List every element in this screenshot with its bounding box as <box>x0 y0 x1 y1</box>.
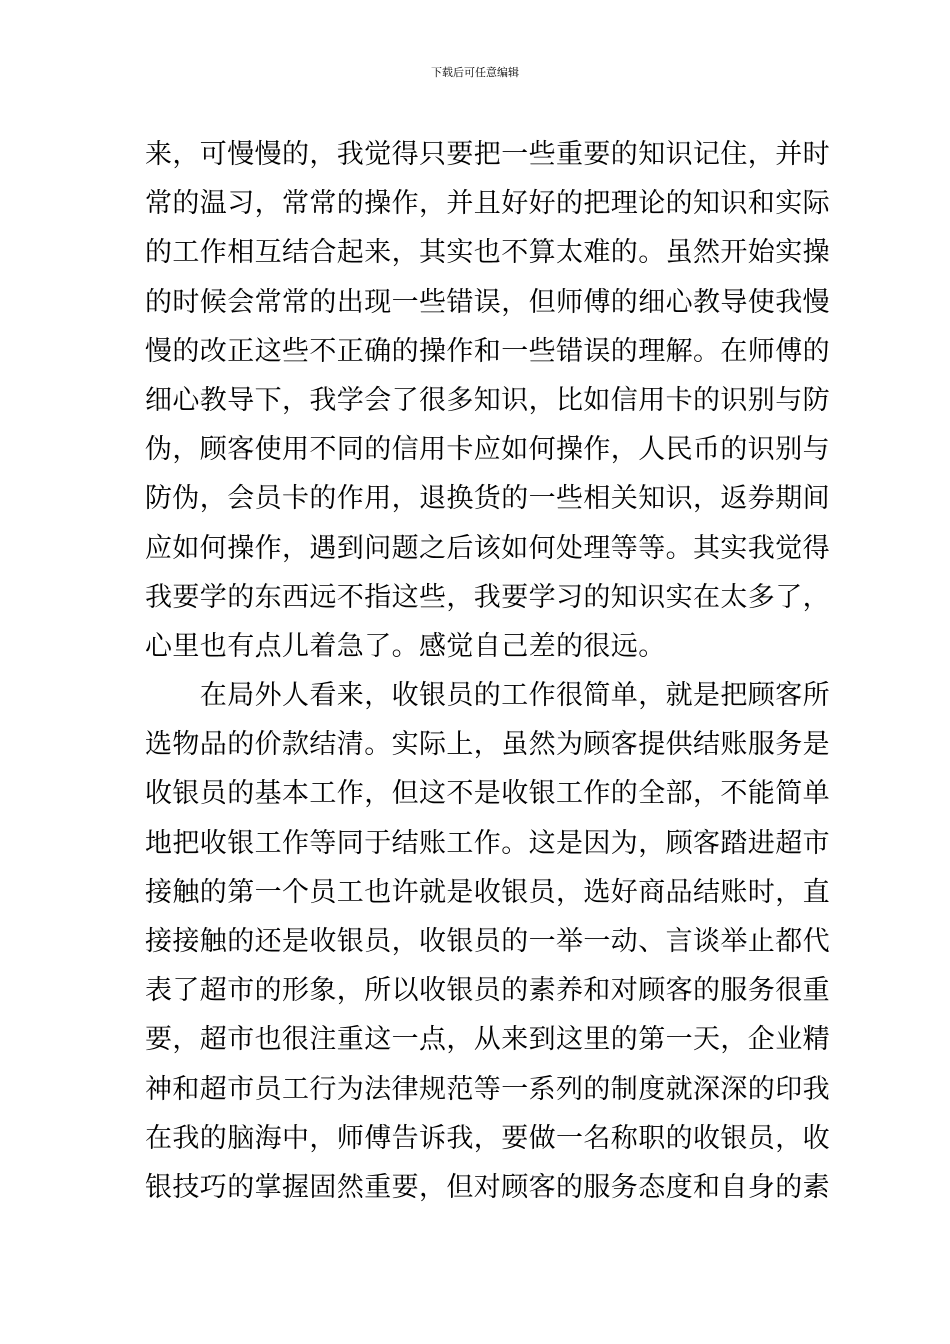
text-line: 的工作相互结合起来，其实也不算太难的。虽然开始实操 <box>145 237 830 269</box>
text-line: 伪，顾客使用不同的信用卡应如何操作，人民币的识别与 <box>145 434 830 466</box>
text-line: 慢的改正这些不正确的操作和一些错误的理解。在师傅的 <box>145 335 830 367</box>
text-line: 细心教导下，我学会了很多知识，比如信用卡的识别与防 <box>145 384 830 416</box>
text-line: 地把收银工作等同于结账工作。这是因为，顾客踏进超市 <box>145 827 830 859</box>
text-line: 接接触的还是收银员，收银员的一举一动、言谈举止都代 <box>145 926 830 957</box>
text-line: 收银员的基本工作，但这不是收银工作的全部，不能简单 <box>145 778 830 810</box>
text-line: 常的温习，常常的操作，并且好好的把理论的知识和实际 <box>145 188 830 220</box>
page-header: 下载后可任意编辑 <box>431 66 519 79</box>
text-line: 我要学的东西远不指这些，我要学习的知识实在太多了， <box>145 581 830 613</box>
text-line: 接触的第一个员工也许就是收银员，选好商品结账时，直 <box>145 876 830 908</box>
text-line: 心里也有点儿着急了。感觉自己差的很远。 <box>145 630 666 662</box>
text-line: 在我的脑海中，师傅告诉我，要做一名称职的收银员，收 <box>145 1122 830 1154</box>
text-line: 表了超市的形象，所以收银员的素养和对顾客的服务很重 <box>145 975 830 1007</box>
text-line: 的时候会常常的出现一些错误，但师傅的细心教导使我慢 <box>145 286 830 318</box>
text-line: 要，超市也很注重这一点，从来到这里的第一天，企业精 <box>145 1024 830 1056</box>
text-line: 选物品的价款结清。实际上，虽然为顾客提供结账服务是 <box>145 729 830 761</box>
text-line: 在局外人看来，收银员的工作很简单，就是把顾客所 <box>145 680 830 712</box>
text-line: 应如何操作，遇到问题之后该如何处理等等。其实我觉得 <box>145 532 830 564</box>
text-line: 来，可慢慢的，我觉得只要把一些重要的知识记住，并时 <box>145 139 830 170</box>
text-line: 防伪，会员卡的作用，退换货的一些相关知识，返券期间 <box>145 483 830 515</box>
text-line: 银技巧的掌握固然重要，但对顾客的服务态度和自身的素 <box>145 1171 830 1203</box>
text-line: 神和超市员工行为法律规范等一系列的制度就深深的印我 <box>145 1073 830 1105</box>
document-body <box>145 130 830 1212</box>
